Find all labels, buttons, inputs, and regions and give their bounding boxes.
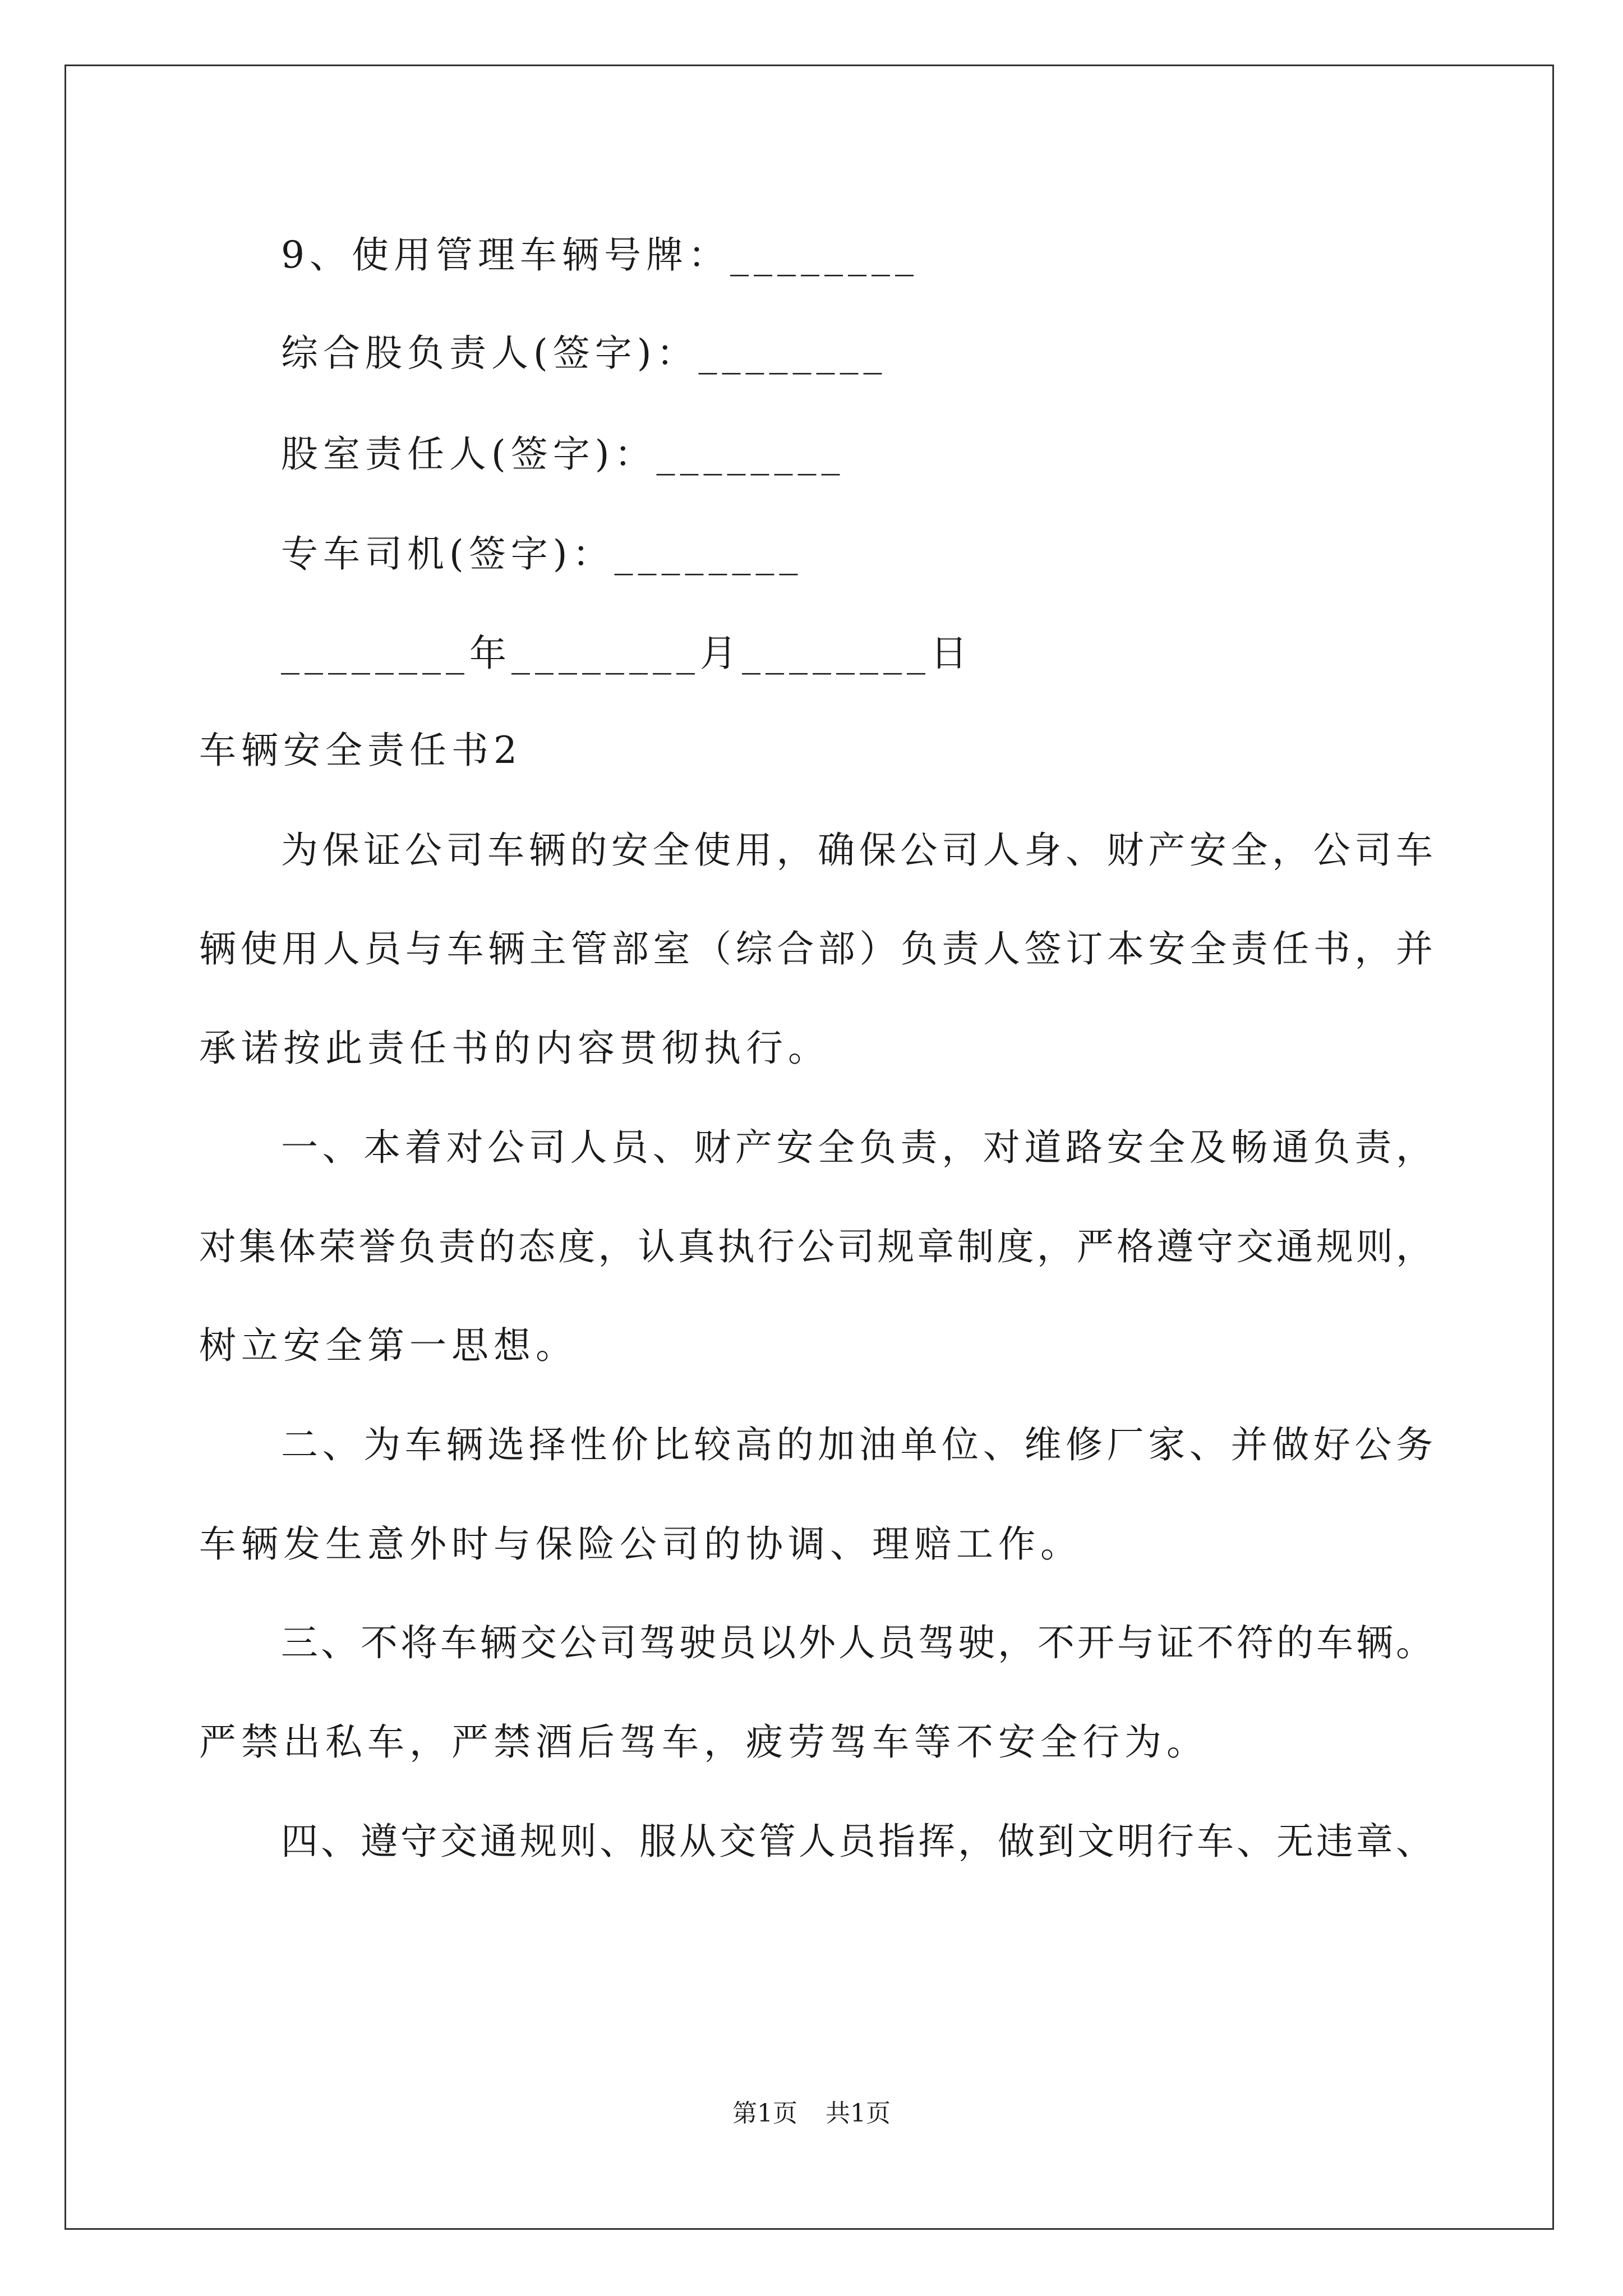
section-heading: 车辆安全责任书2 [199, 729, 522, 772]
field-section-responsible-signature: 股室责任人(签字)：________ [281, 432, 845, 476]
paragraph-intro-line-2: 辆使用人员与车辆主管部室（综合部）负责人签订本安全责任书，并 [199, 927, 1433, 970]
clause-2-line-2: 车辆发生意外时与保险公司的协调、理赔工作。 [199, 1522, 1082, 1566]
page-number-total: 共1页 [826, 2099, 891, 2128]
clause-1-line-2: 对集体荣誉负责的态度，认真执行公司规章制度，严格遵守交通规则， [199, 1225, 1433, 1268]
clause-1-line-3: 树立安全第一思想。 [199, 1324, 578, 1367]
page-number-current: 第1页 [732, 2099, 797, 2128]
paragraph-intro-line-1: 为保证公司车辆的安全使用，确保公司人身、财产安全，公司车 [281, 829, 1433, 872]
clause-3-line-2: 严禁出私车，严禁酒后驾车，疲劳驾车等不安全行为。 [199, 1720, 1209, 1764]
page-footer [0, 2097, 1623, 2131]
paragraph-intro-line-3: 承诺按此责任书的内容贯彻执行。 [199, 1027, 830, 1070]
field-driver-signature: 专车司机(签字)：________ [281, 532, 803, 576]
field-general-section-head-signature: 综合股负责人(签字)：________ [281, 332, 887, 375]
clause-2-line-1: 二、为车辆选择性价比较高的加油单位、维修厂家、并做好公务 [281, 1423, 1433, 1466]
field-vehicle-plate: 9、使用管理车辆号牌：________ [281, 233, 919, 277]
date-line: ________年________月________日 [281, 632, 972, 675]
clause-4-line-1: 四、遵守交通规则、服从交管人员指挥，做到文明行车、无违章、 [281, 1820, 1433, 1863]
clause-3-line-1: 三、不将车辆交公司驾驶员以外人员驾驶，不开与证不符的车辆。 [281, 1621, 1433, 1664]
clause-1-line-1: 一、本着对公司人员、财产安全负责，对道路安全及畅通负责， [281, 1126, 1433, 1169]
